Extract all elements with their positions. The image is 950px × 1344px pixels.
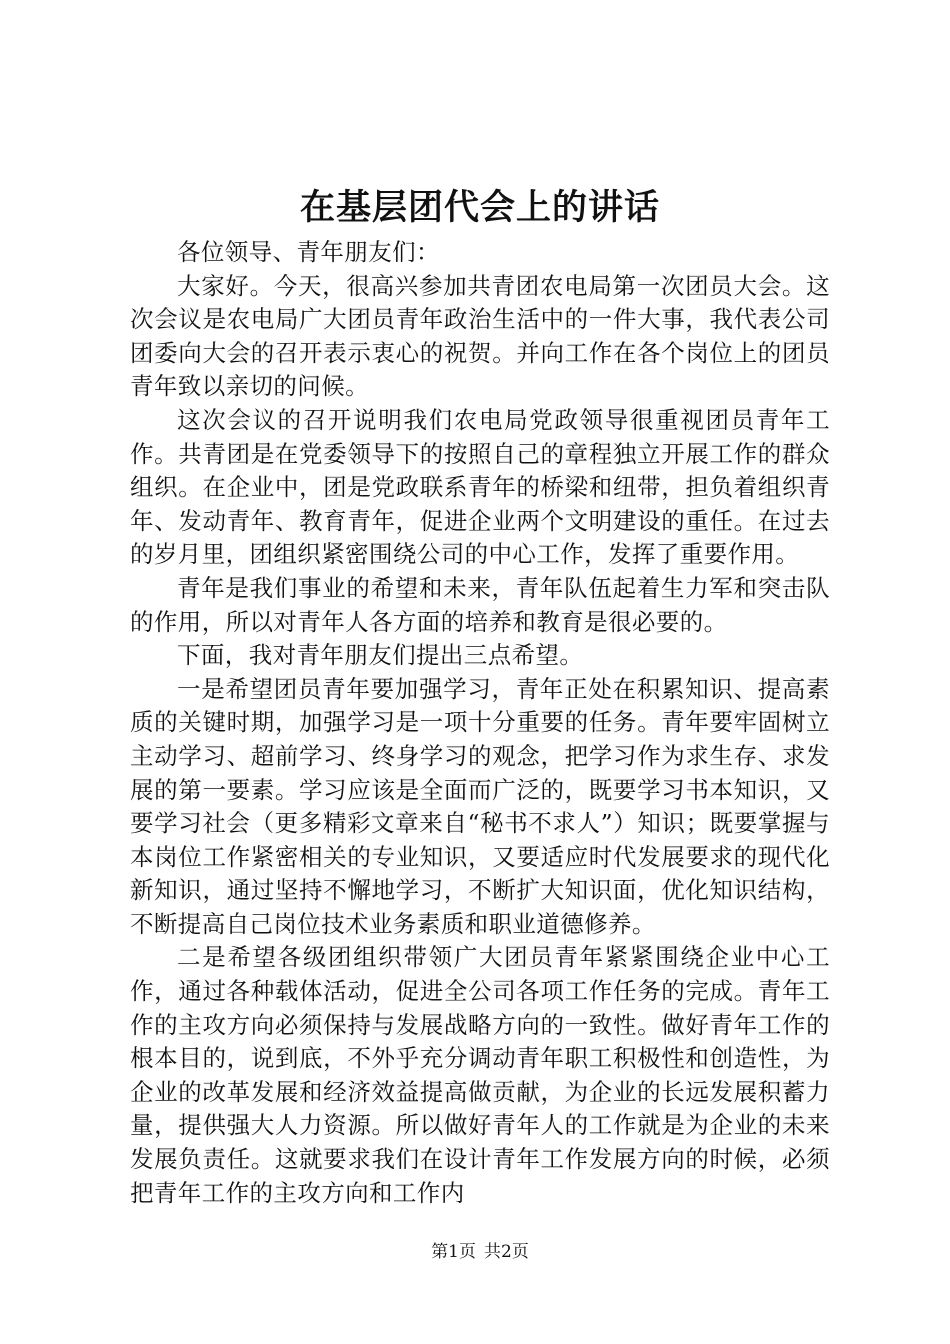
page-number: 第1页 <box>431 1242 476 1262</box>
paragraph-hope-one: 一是希望团员青年要加强学习，青年正处在积累知识、提高素质的关键时期，加强学习是一项十分重要的任务。青年要牢固树立主动学习、超前学习、终身学习的观念，把学习作为求生存、求发展的第一要素。学习应该是全面而广泛的，既要学习书本知识，又要学习社会（更多精彩文章来自“秘书不求人”）知识；既要掌握与本岗位工作紧密相关的专业知识，又要适应时代发展要求的现代化新知识，通过坚持不懈地学习，不断扩大知识面，优化知识结构，不断提高自己岗位技术业务素质和职业道德修养。 <box>130 674 830 938</box>
document-body <box>130 236 830 1210</box>
page-total: 共2页 <box>484 1242 529 1262</box>
page-footer <box>0 1240 950 1264</box>
paragraph-hope-two: 二是希望各级团组织带领广大团员青年紧紧围绕企业中心工作，通过各种载体活动，促进全公司各项工作任务的完成。青年工作的主攻方向必须保持与发展战略方向的一致性。做好青年工作的根本目的，说到底，不外乎充分调动青年职工积极性和创造性，为企业的改革发展和经济效益提高做贡献，为企业的长远发展积蓄力量，提供强大人力资源。所以做好青年人的工作就是为企业的未来发展负责任。这就要求我们在设计青年工作发展方向的时候，必须把青年工作的主攻方向和工作内 <box>130 943 830 1207</box>
paragraph-three-hopes: 下面，我对青年朋友们提出三点希望。 <box>177 641 584 670</box>
document-title: 在基层团代会上的讲话 <box>299 187 660 228</box>
paragraph-meeting-significance: 这次会议的召开说明我们农电局党政领导很重视团员青年工作。共青团是在党委领导下的按照自己的章程独立开展工作的群众组织。在企业中，团是党政联系青年的桥梁和纽带，担负着组织青年、发动青年、教育青年，促进企业两个文明建设的重任。在过去的岁月里，团组织紧密围绕公司的中心工作，发挥了重要作用。 <box>130 405 830 569</box>
paragraph-youth-future: 青年是我们事业的希望和未来，青年队伍起着生力军和突击队的作用，所以对青年人各方面的培养和教育是很必要的。 <box>130 573 830 636</box>
paragraph-salutation: 各位领导、青年朋友们： <box>177 238 440 266</box>
paragraph-greeting: 大家好。今天，很高兴参加共青团农电局第一次团员大会。这次会议是农电局广大团员青年政治生活中的一件大事，我代表公司团委向大会的召开表示衷心的祝贺。并向工作在各个岗位上的团员青年致以亲切的问候。 <box>130 271 830 401</box>
